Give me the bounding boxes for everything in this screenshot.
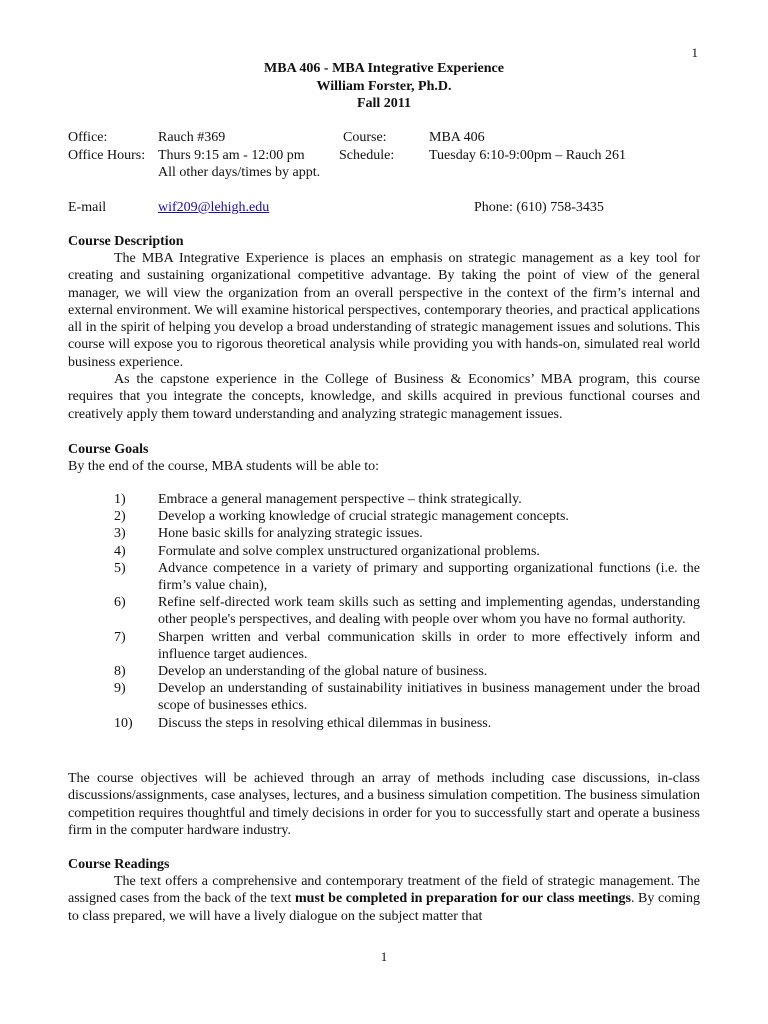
email-label: E-mail (68, 200, 107, 215)
email-link-wrap (158, 199, 269, 217)
document-header (0, 60, 768, 113)
course-title: MBA 406 - MBA Integrative Experience (264, 61, 504, 76)
phone-number: Phone: (610) 758-3435 (474, 200, 604, 215)
page-number-bottom: 1 (380, 949, 388, 964)
course-objectives-text (68, 770, 700, 839)
description-paragraph-2: As the capstone experience in the College of Business & Economics’ MBA program, this course requires that you integrate the concepts, knowledge, and skills acquired in previous functional courses and creatively apply them toward understanding and analyzing strategic management issues. (68, 372, 700, 422)
goal-item: 9) Develop an understanding of sustainability initiatives in business management under the broad scope of businesses ethics. (114, 681, 700, 714)
goal-item: 7) Sharpen written and verbal communication skills in order to more effectively inform and influence target audiences. (114, 629, 700, 662)
goal-item: 10) Discuss the steps in resolving ethical dilemmas in business. (114, 715, 492, 731)
readings-emphasis: must be completed in preparation for our class meetings (295, 891, 631, 907)
course-description-text (68, 250, 700, 423)
email-link[interactable]: wif209@lehigh.edu (158, 200, 270, 215)
term: Fall 2011 (356, 96, 412, 111)
schedule-value: Tuesday 6:10-9:00pm – Rauch 261 (429, 148, 627, 163)
office-hours-value: Thurs 9:15 am - 12:00 pm (158, 148, 305, 163)
objectives-paragraph: The course objectives will be achieved through an array of methods including case discussions, in-class discussions/assignments, case analyses, lectures, and a business simulation competition. The business simulation competition requires thoughtful and timely decisions in order for you to successfully start and operate a business firm in the computer hardware industry. (68, 771, 700, 838)
course-description-heading: Course Description (68, 234, 184, 249)
course-readings-heading: Course Readings (68, 857, 170, 872)
goal-item: 2) Develop a working knowledge of crucial strategic management concepts. (114, 509, 569, 525)
goal-item: 5) Advance competence in a variety of primary and supporting organizational functions (i.e. the firm’s value chain), (114, 560, 700, 594)
readings-paragraph: The text offers a comprehensive and contemporary treatment of the field of strategic management. The assigned cases from the back of the text must be completed in preparation for our class meetings. By coming to class prepared, we will have a lively dialogue on the subject matter that (68, 874, 700, 924)
goal-item: 3) Hone basic skills for analyzing strategic issues. (114, 526, 423, 542)
course-label: Course: (343, 130, 387, 145)
office-label: Office: (68, 130, 108, 145)
goal-item: 4) Formulate and solve complex unstructured organizational problems. (114, 543, 540, 559)
schedule-label: Schedule: (339, 148, 395, 163)
course-goals-intro: By the end of the course, MBA students will be able to: (68, 459, 380, 474)
instructor-name: William Forster, Ph.D. (316, 78, 452, 94)
page-number-top: 1 (691, 45, 698, 60)
description-paragraph-1: The MBA Integrative Experience is places an emphasis on strategic management as a key tool for creating and sustaining organizational competitive advantage. By taking the point of view of the general manager, we will view the organization from an overall perspective in the context of the firm’s internal and external environment. We will examine historical perspectives, contemporary theories, and practical applications all in the spirit of helping you develop a broad understanding of strategic management issues and solutions. This course will expose you to rigorous theoretical analysis while providing you with hands-on, simulated real world business experience. (68, 251, 700, 370)
goal-item: 6) Refine self-directed work team skills such as setting and implementing agendas, understanding other people's perspectives, and dealing with people over whom you have no formal authority. (114, 595, 700, 628)
course-goals-heading: Course Goals (68, 442, 149, 457)
office-value: Rauch #369 (158, 130, 226, 145)
office-hours-label: Office Hours: (68, 148, 146, 163)
goal-item: 8) Develop an understanding of the global nature of business. (114, 664, 488, 680)
course-readings-text (68, 873, 700, 925)
course-goals-list (68, 491, 700, 732)
office-hours-extra: All other days/times by appt. (158, 165, 321, 180)
course-value: MBA 406 (429, 130, 485, 145)
goal-item: 1) Embrace a general management perspective – think strategically. (114, 492, 522, 507)
